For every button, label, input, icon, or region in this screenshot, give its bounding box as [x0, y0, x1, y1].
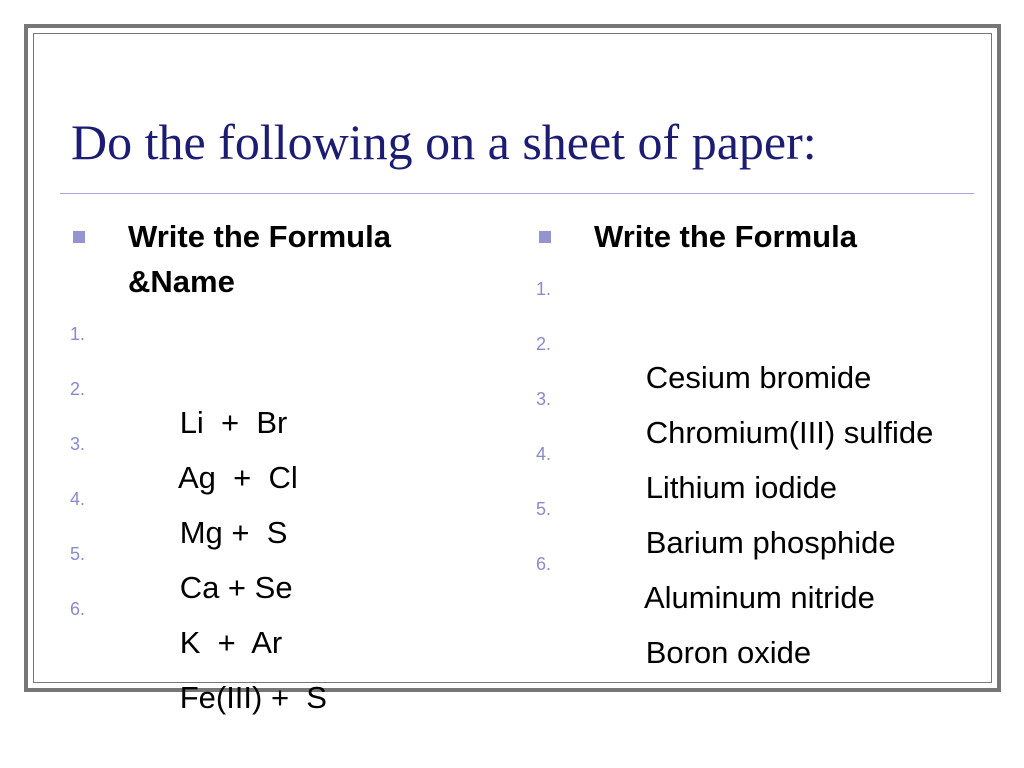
list-item-text: Chromium(III) sulfide — [645, 415, 934, 450]
left-heading-row — [70, 214, 490, 304]
list-item-text: Boron oxide — [645, 635, 812, 670]
list-item-text: K + Ar — [179, 625, 283, 660]
list-number: 2. — [536, 334, 552, 354]
list-number: 1. — [70, 324, 86, 344]
list-item-text: Ca + Se — [179, 570, 293, 605]
list-number: 6. — [70, 599, 86, 619]
list-item — [536, 265, 976, 395]
right-column — [536, 214, 976, 670]
list-number: 3. — [536, 389, 552, 409]
list-number: 3. — [70, 434, 86, 454]
list-number: 6. — [536, 554, 552, 574]
square-bullet-icon — [539, 231, 551, 243]
left-heading: Write the Formula &Name — [128, 219, 391, 299]
square-bullet-icon — [73, 231, 85, 243]
list-item-text: Cesium bromide — [645, 360, 872, 395]
right-heading: Write the Formula — [594, 219, 857, 254]
list-number: 5. — [536, 499, 552, 519]
list-number: 5. — [70, 544, 86, 564]
list-item-text: Lithium iodide — [645, 470, 837, 505]
slide-title: Do the following on a sheet of paper: — [71, 114, 817, 170]
list-item-text: Barium phosphide — [645, 525, 896, 560]
list-number: 4. — [536, 444, 552, 464]
list-item-text: Aluminum nitride — [643, 580, 875, 615]
list-item-text: Mg + S — [179, 515, 288, 550]
left-column — [70, 214, 490, 715]
list-item — [70, 310, 490, 440]
list-item-text: Ag + Cl — [177, 460, 298, 495]
right-heading-row — [536, 214, 976, 259]
list-number: 4. — [70, 489, 86, 509]
list-item-text: Fe(III) + S — [179, 680, 327, 715]
list-number: 1. — [536, 279, 552, 299]
title-divider — [60, 193, 974, 194]
list-item-text: Li + Br — [179, 405, 288, 440]
list-number: 2. — [70, 379, 86, 399]
